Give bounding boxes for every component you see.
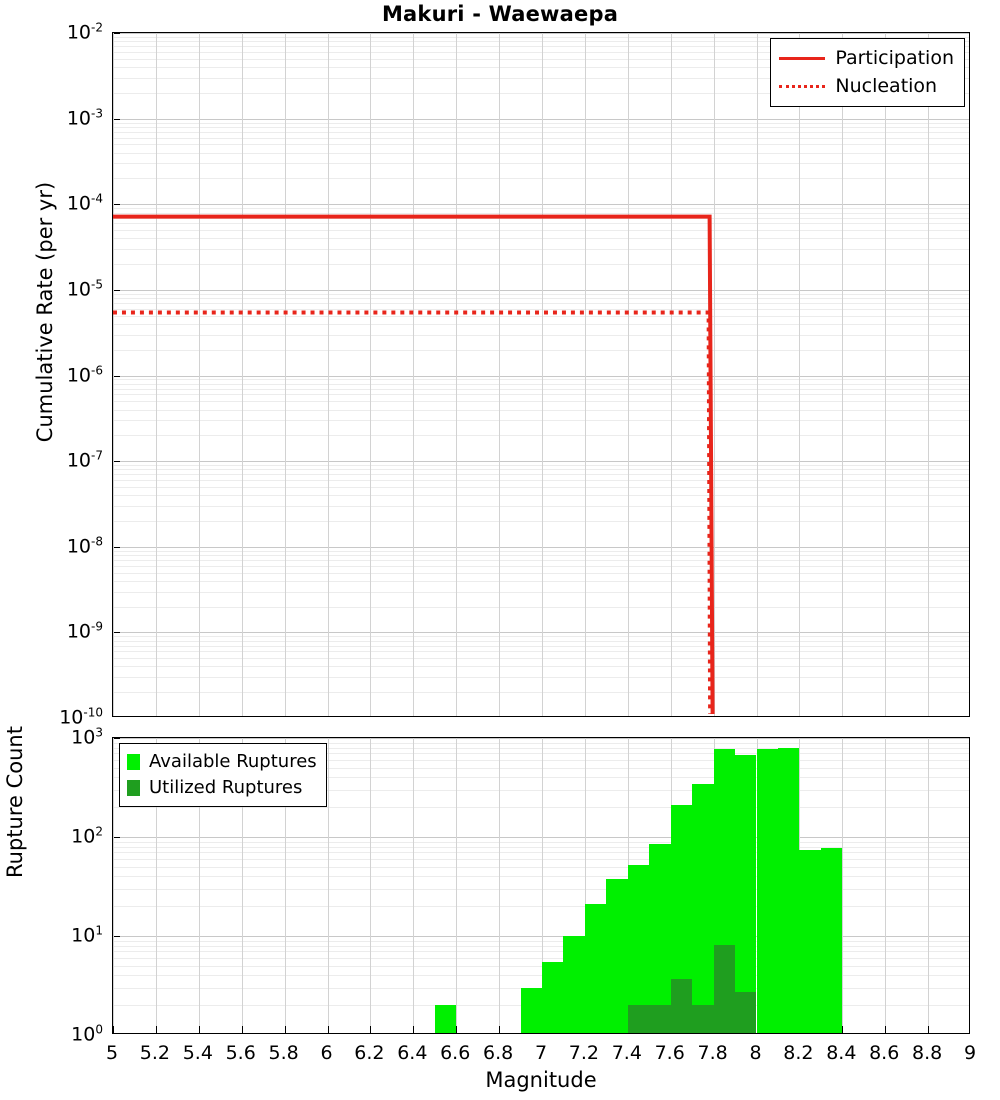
available-ruptures-swatch-icon: [127, 754, 140, 770]
legend-item-participation[interactable]: [779, 45, 954, 73]
bar-available-ruptures: [778, 748, 799, 1034]
legend-bottom: [119, 743, 327, 807]
x-tick-label: 7.2: [568, 1042, 599, 1064]
legend-item-utilized-ruptures[interactable]: [127, 775, 317, 801]
bar-available-ruptures: [563, 936, 584, 1034]
y-tick-label: $10^{-3}$: [66, 105, 103, 130]
legend-top: [770, 38, 965, 107]
bar-available-ruptures: [799, 850, 820, 1034]
y-tick-label: $10^{-7}$: [66, 448, 103, 472]
x-tick-label: 5: [105, 1042, 119, 1064]
nucleation-curve: [113, 312, 710, 714]
x-tick-label: 7: [534, 1042, 548, 1064]
x-tick-label: 5.8: [268, 1042, 299, 1064]
chart-title: Makuri - Waewaepa: [381, 2, 619, 26]
utilized-ruptures-swatch-icon: [127, 780, 140, 796]
x-tick-label: 7.6: [654, 1042, 685, 1064]
legend-item-available-ruptures[interactable]: [127, 749, 317, 775]
legend-item-nucleation[interactable]: [779, 73, 954, 101]
x-tick-label: 6.6: [440, 1042, 471, 1064]
cumulative-rate-plot: [112, 32, 970, 717]
bar-available-ruptures: [585, 904, 606, 1034]
y-tick-label: $10^{-8}$: [66, 534, 103, 558]
x-tick-label: 8.6: [869, 1042, 900, 1064]
y-axis-label-bottom: Rupture Count: [3, 726, 27, 878]
y-tick-label: $10^3$: [71, 725, 103, 749]
bar-utilized-ruptures: [671, 979, 692, 1034]
y-tick-label: $10^1$: [71, 923, 103, 947]
x-axis-label: Magnitude: [485, 1068, 597, 1092]
rate-curves: [113, 33, 969, 716]
x-tick-label: 6.2: [354, 1042, 385, 1064]
bar-available-ruptures: [757, 749, 778, 1034]
x-tick-label: 8.4: [826, 1042, 857, 1064]
nucleation-line-icon: [779, 85, 825, 88]
y-tick-label: $10^0$: [71, 1022, 103, 1046]
bar-available-ruptures: [435, 1005, 456, 1034]
bar-utilized-ruptures: [714, 945, 735, 1034]
bar-utilized-ruptures: [649, 1005, 670, 1034]
bar-available-ruptures: [692, 784, 713, 1034]
y-axis-label-top: Cumulative Rate (per yr): [33, 181, 57, 443]
y-tick-label: $10^{-4}$: [66, 191, 103, 215]
legend-label-participation: Participation: [835, 47, 954, 69]
x-tick-label: 5.6: [225, 1042, 256, 1064]
legend-label-utilized-ruptures: Utilized Ruptures: [149, 777, 303, 799]
bar-utilized-ruptures: [692, 1005, 713, 1034]
y-tick-label: $10^{-10}$: [59, 705, 103, 729]
legend-label-nucleation: Nucleation: [835, 74, 938, 97]
participation-curve: [113, 217, 713, 714]
x-tick-label: 6: [320, 1042, 333, 1064]
y-tick-label: $10^{-2}$: [66, 20, 103, 44]
x-tick-label: 7.8: [697, 1042, 728, 1064]
x-tick-label: 7.4: [611, 1042, 642, 1064]
y-tick-label: $10^{-6}$: [66, 362, 103, 387]
y-tick-label: $10^{-9}$: [66, 619, 103, 644]
x-tick-label: 5.4: [182, 1042, 213, 1064]
participation-line-icon: [779, 57, 825, 60]
x-tick-label: 8.8: [911, 1042, 943, 1064]
x-tick-label: 8.2: [783, 1042, 814, 1064]
x-tick-label: 6.8: [482, 1042, 514, 1064]
bar-available-ruptures: [821, 848, 842, 1034]
y-tick-label: $10^2$: [71, 824, 103, 848]
y-tick-label: $10^{-5}$: [66, 277, 103, 301]
bar-available-ruptures: [606, 879, 627, 1034]
x-tick-label: 5.2: [139, 1042, 170, 1064]
legend-label-available-ruptures: Available Ruptures: [149, 751, 317, 772]
rupture-count-plot: [112, 737, 970, 1034]
bar-utilized-ruptures: [628, 1005, 649, 1034]
x-tick-label: 6.4: [397, 1042, 428, 1064]
x-tick-label: 8: [749, 1042, 762, 1064]
bar-available-ruptures: [542, 962, 563, 1034]
bar-available-ruptures: [521, 988, 542, 1034]
bar-utilized-ruptures: [735, 992, 756, 1034]
x-tick-label: 9: [963, 1042, 977, 1064]
